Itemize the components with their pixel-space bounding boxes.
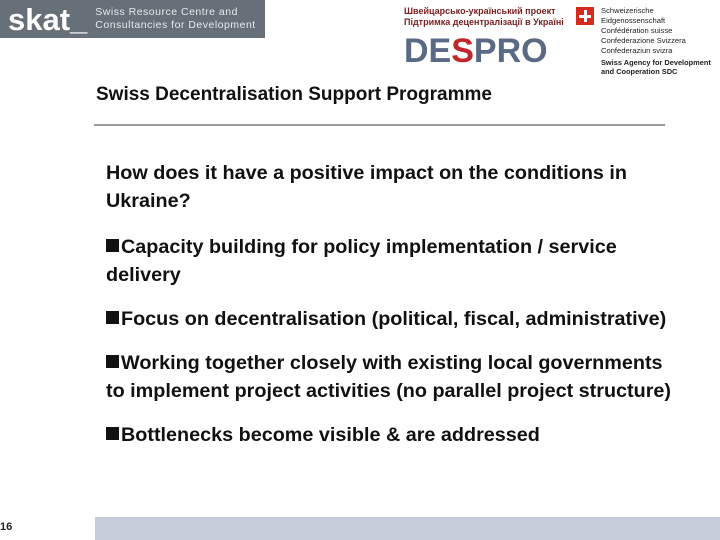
list-item (106, 233, 686, 289)
sdc-agency-name (601, 58, 711, 76)
square-bullet-icon (106, 355, 119, 368)
square-bullet-icon (106, 239, 119, 252)
despro-ukrainian-line2: Підтримка децентралізації в Україні (404, 17, 564, 27)
slide-content (106, 159, 686, 449)
despro-wordmark-accent: S (451, 32, 474, 70)
swiss-flag-icon (576, 7, 594, 25)
swiss-confederation-names (601, 6, 720, 56)
bullet-text: Focus on decentralisation (political, fiscal, administrative) (121, 308, 667, 330)
page-title: Swiss Decentralisation Support Programme (96, 84, 492, 105)
square-bullet-icon (106, 311, 119, 324)
skat-logo (0, 0, 265, 38)
despro-wordmark (404, 34, 566, 68)
confederation-romansh: Confederaziun svizra (601, 46, 673, 55)
skat-tagline (95, 6, 255, 32)
despro-logo (404, 6, 566, 72)
skat-tagline-line1: Swiss Resource Centre and (95, 6, 238, 18)
despro-wordmark-prefix: DE (404, 32, 452, 70)
bullet-text: Capacity building for policy implementation / service delivery (106, 236, 617, 286)
square-bullet-icon (106, 427, 119, 440)
despro-wordmark-suffix: PRO (473, 32, 548, 70)
sdc-line1: Swiss Agency for Development (601, 58, 711, 67)
sdc-line2: and Cooperation SDC (601, 67, 678, 76)
confederation-french: Confédération suisse (601, 26, 673, 35)
confederation-german: Schweizerische Eidgenossenschaft (601, 6, 666, 25)
confederation-italian: Confederazione Svizzera (601, 36, 686, 45)
despro-ukrainian-line1: Швейцарсько-український проект (404, 6, 556, 16)
bullet-list (106, 233, 686, 449)
title-divider (94, 124, 665, 126)
bullet-text: Working together closely with existing local governments to implement project activities (no parallel project structure) (106, 352, 671, 402)
skat-wordmark: skat_ (8, 1, 88, 37)
bullet-text: Bottlenecks become visible & are addressed (121, 424, 540, 446)
list-item (106, 349, 686, 405)
footer-bar (95, 517, 720, 540)
skat-tagline-line2: Consultancies for Development (95, 19, 256, 31)
page-number: 16 (0, 521, 13, 533)
list-item (106, 305, 686, 333)
slide-question: How does it have a positive impact on the conditions in Ukraine? (106, 162, 627, 212)
list-item (106, 421, 686, 449)
